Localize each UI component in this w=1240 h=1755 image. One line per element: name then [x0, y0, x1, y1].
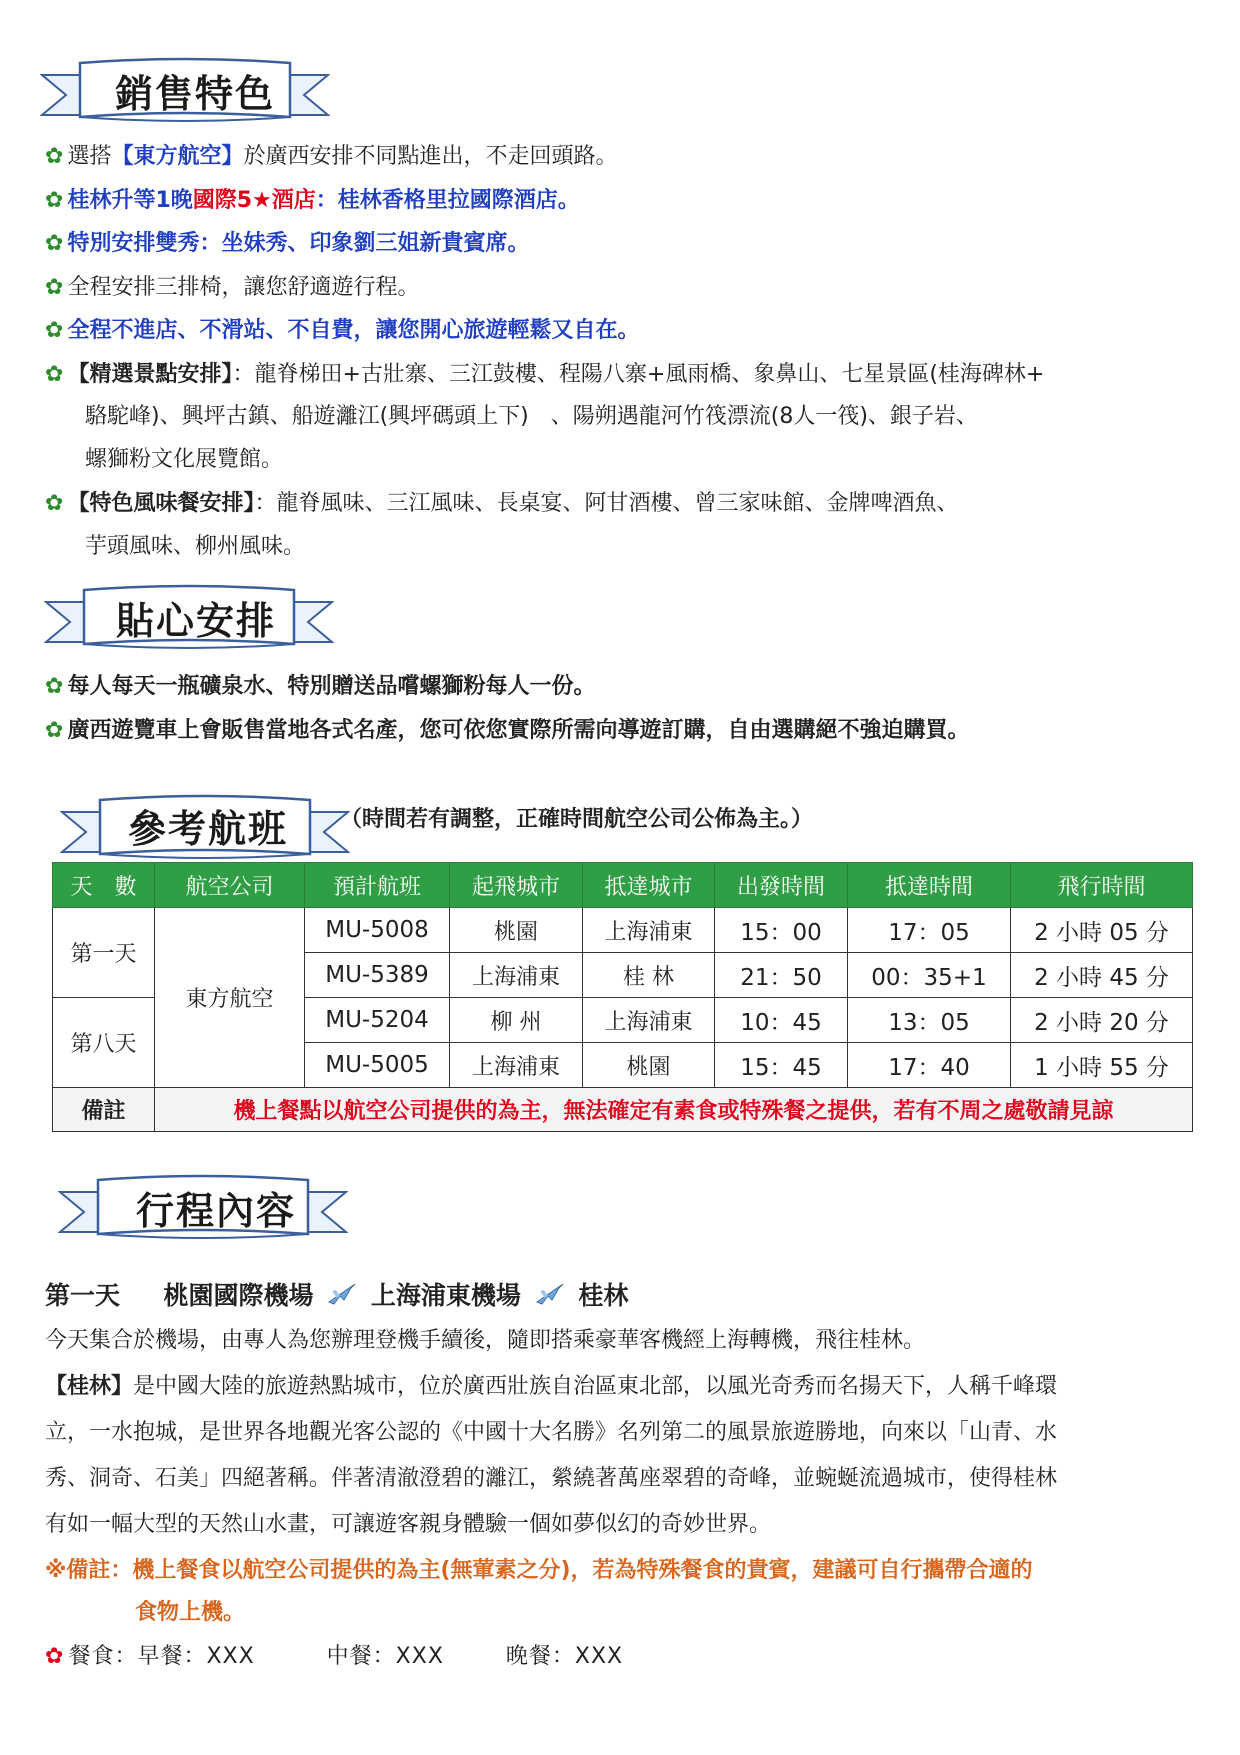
header-cell: 天 數 — [53, 863, 155, 908]
flower-icon: ✿ — [45, 188, 64, 213]
itinerary-banner — [58, 1172, 348, 1252]
flower-icon: ✿ — [45, 1644, 65, 1669]
arrive-city: 上海浦東 — [583, 908, 715, 953]
arrive-time: 00：35+1 — [848, 953, 1011, 998]
flight-duration: 1 小時 55 分 — [1011, 1043, 1193, 1088]
feature-item-4: ✿ 全程安排三排椅，讓您舒適遊行程。 — [45, 275, 420, 300]
flight-number: MU-5005 — [305, 1043, 450, 1088]
feature-item-5: ✿ 全程不進店、不滑站、不自費，讓您開心旅遊輕鬆又自在。 — [45, 318, 640, 343]
depart-city: 上海浦東 — [450, 1043, 583, 1088]
care-item-2: ✿ 廣西遊覽車上會販售當地各式名產，您可依您實際所需向導遊訂購，自由選購絕不強迫購買。 — [45, 718, 970, 743]
features-banner — [40, 55, 330, 135]
flight-duration: 2 小時 05 分 — [1011, 908, 1193, 953]
depart-city: 上海浦東 — [450, 953, 583, 998]
feature-item-6-line-2: 駱駝峰)、興坪古鎮、船遊灕江(興坪碼頭上下) 、陽朔遇龍河竹筏漂流(8人一筏)、銀子岩、 — [85, 404, 978, 429]
flower-icon: ✿ — [45, 674, 64, 699]
header-cell: 抵達時間 — [848, 863, 1011, 908]
flight-number: MU-5204 — [305, 998, 450, 1043]
depart-time: 15：45 — [715, 1043, 848, 1088]
depart-time: 15：00 — [715, 908, 848, 953]
arrive-city: 上海浦東 — [583, 998, 715, 1043]
itinerary-paragraph-2-line-3: 秀、洞奇、石美」四絕著稱。伴著清澈澄碧的灕江，縈繞著萬座翠碧的奇峰，並蜿蜒流過城市，使得桂林 — [45, 1466, 1058, 1491]
feature-item-7: ✿ 【特色風味餐安排】：龍脊風味、三江風味、長桌宴、阿甘酒樓、曾三家味館、金牌啤酒魚、 — [45, 491, 959, 516]
feature-item-6-line-3: 螺獅粉文化展覽館。 — [85, 447, 284, 472]
airplane-icon — [534, 1280, 566, 1308]
care-banner — [44, 582, 334, 662]
arrive-time: 17：40 — [848, 1043, 1011, 1088]
flower-icon: ✿ — [45, 144, 64, 169]
itinerary-day-heading: 第一天 桃園國際機場 上海浦東機場 桂林 — [45, 1281, 629, 1310]
itinerary-paragraph-2-line-2: 立，一水抱城，是世界各地觀光客公認的《中國十大名勝》名列第二的風景旅遊勝地，向來以「山青、水 — [45, 1420, 1058, 1445]
depart-city: 柳 州 — [450, 998, 583, 1043]
header-cell: 預計航班 — [305, 863, 450, 908]
feature-item-1: ✿ 選搭【東方航空】於廣西安排不同點進出，不走回頭路。 — [45, 144, 618, 169]
depart-time: 10：45 — [715, 998, 848, 1043]
flight-title: 參考航班 — [128, 807, 289, 851]
header-cell: 航空公司 — [155, 863, 305, 908]
header-cell: 抵達城市 — [583, 863, 715, 908]
day-cell: 第一天 — [53, 908, 155, 998]
flight-duration: 2 小時 45 分 — [1011, 953, 1193, 998]
airline-cell: 東方航空 — [155, 908, 305, 1088]
day-cell: 第八天 — [53, 998, 155, 1088]
flight-number: MU-5389 — [305, 953, 450, 998]
flight-table-header — [53, 863, 1193, 908]
flower-icon: ✿ — [45, 718, 64, 743]
table-row — [53, 908, 1193, 953]
itinerary-paragraph-2: 【桂林】是中國大陸的旅遊熱點城市，位於廣西壯族自治區東北部，以風光奇秀而名揚天下，人稱千峰環 — [45, 1374, 1058, 1399]
airplane-icon — [326, 1280, 358, 1308]
meal-info: ✿ 餐食：早餐：XXX 中餐：XXX 晚餐：XXX — [45, 1644, 624, 1669]
feature-item-2: ✿ 桂林升等1晚國際5★酒店：桂林香格里拉國際酒店。 — [45, 188, 580, 213]
flower-icon: ✿ — [45, 231, 64, 256]
flight-table — [52, 862, 1193, 1132]
care-item-1: ✿ 每人每天一瓶礦泉水、特別贈送品嚐螺獅粉每人一份。 — [45, 674, 596, 699]
flight-adjust-note: （時間若有調整，正確時間航空公司公佈為主。） — [340, 807, 814, 832]
flower-icon: ✿ — [45, 318, 64, 343]
flower-icon: ✿ — [45, 491, 64, 516]
flight-duration: 2 小時 20 分 — [1011, 998, 1193, 1043]
flower-icon: ✿ — [45, 362, 64, 387]
arrive-city: 桃園 — [583, 1043, 715, 1088]
arrive-time: 17：05 — [848, 908, 1011, 953]
depart-time: 21：50 — [715, 953, 848, 998]
remark-text: 機上餐點以航空公司提供的為主，無法確定有素食或特殊餐之提供，若有不周之處敬請見諒 — [155, 1088, 1193, 1132]
flower-icon: ✿ — [45, 275, 64, 300]
itinerary-remark: ※備註：機上餐食以航空公司提供的為主(無葷素之分)，若為特殊餐食的貴賓，建議可自行攜帶合適的 — [45, 1558, 1033, 1583]
itinerary-remark-line-2: 食物上機。 — [135, 1600, 246, 1625]
header-cell: 飛行時間 — [1011, 863, 1193, 908]
itinerary-title: 行程內容 — [136, 1189, 297, 1233]
itinerary-paragraph-2-line-4: 有如一幅大型的天然山水畫，可讓遊客親身體驗一個如夢似幻的奇妙世界。 — [45, 1512, 772, 1537]
depart-city: 桃園 — [450, 908, 583, 953]
itinerary-paragraph-1: 今天集合於機場，由專人為您辦理登機手續後，隨即搭乘豪華客機經上海轉機，飛往桂林。 — [45, 1328, 926, 1353]
arrive-city: 桂 林 — [583, 953, 715, 998]
feature-item-6: ✿ 【精選景點安排】：龍脊梯田+古壯寨、三江鼓樓、程陽八寨+風雨橋、象鼻山、七星景區(桂海碑林+ — [45, 362, 1045, 387]
header-cell: 出發時間 — [715, 863, 848, 908]
remark-label: 備註 — [53, 1088, 155, 1132]
feature-item-7-line-2: 芋頭風味、柳州風味。 — [85, 534, 306, 559]
flight-number: MU-5008 — [305, 908, 450, 953]
feature-item-3: ✿ 特別安排雙秀：坐妹秀、印象劉三姐新貴賓席。 — [45, 231, 530, 256]
care-title: 貼心安排 — [116, 599, 277, 643]
features-title: 銷售特色 — [115, 72, 276, 116]
header-cell: 起飛城市 — [450, 863, 583, 908]
arrive-time: 13：05 — [848, 998, 1011, 1043]
flight-banner — [60, 792, 350, 872]
remark-row — [53, 1088, 1193, 1132]
